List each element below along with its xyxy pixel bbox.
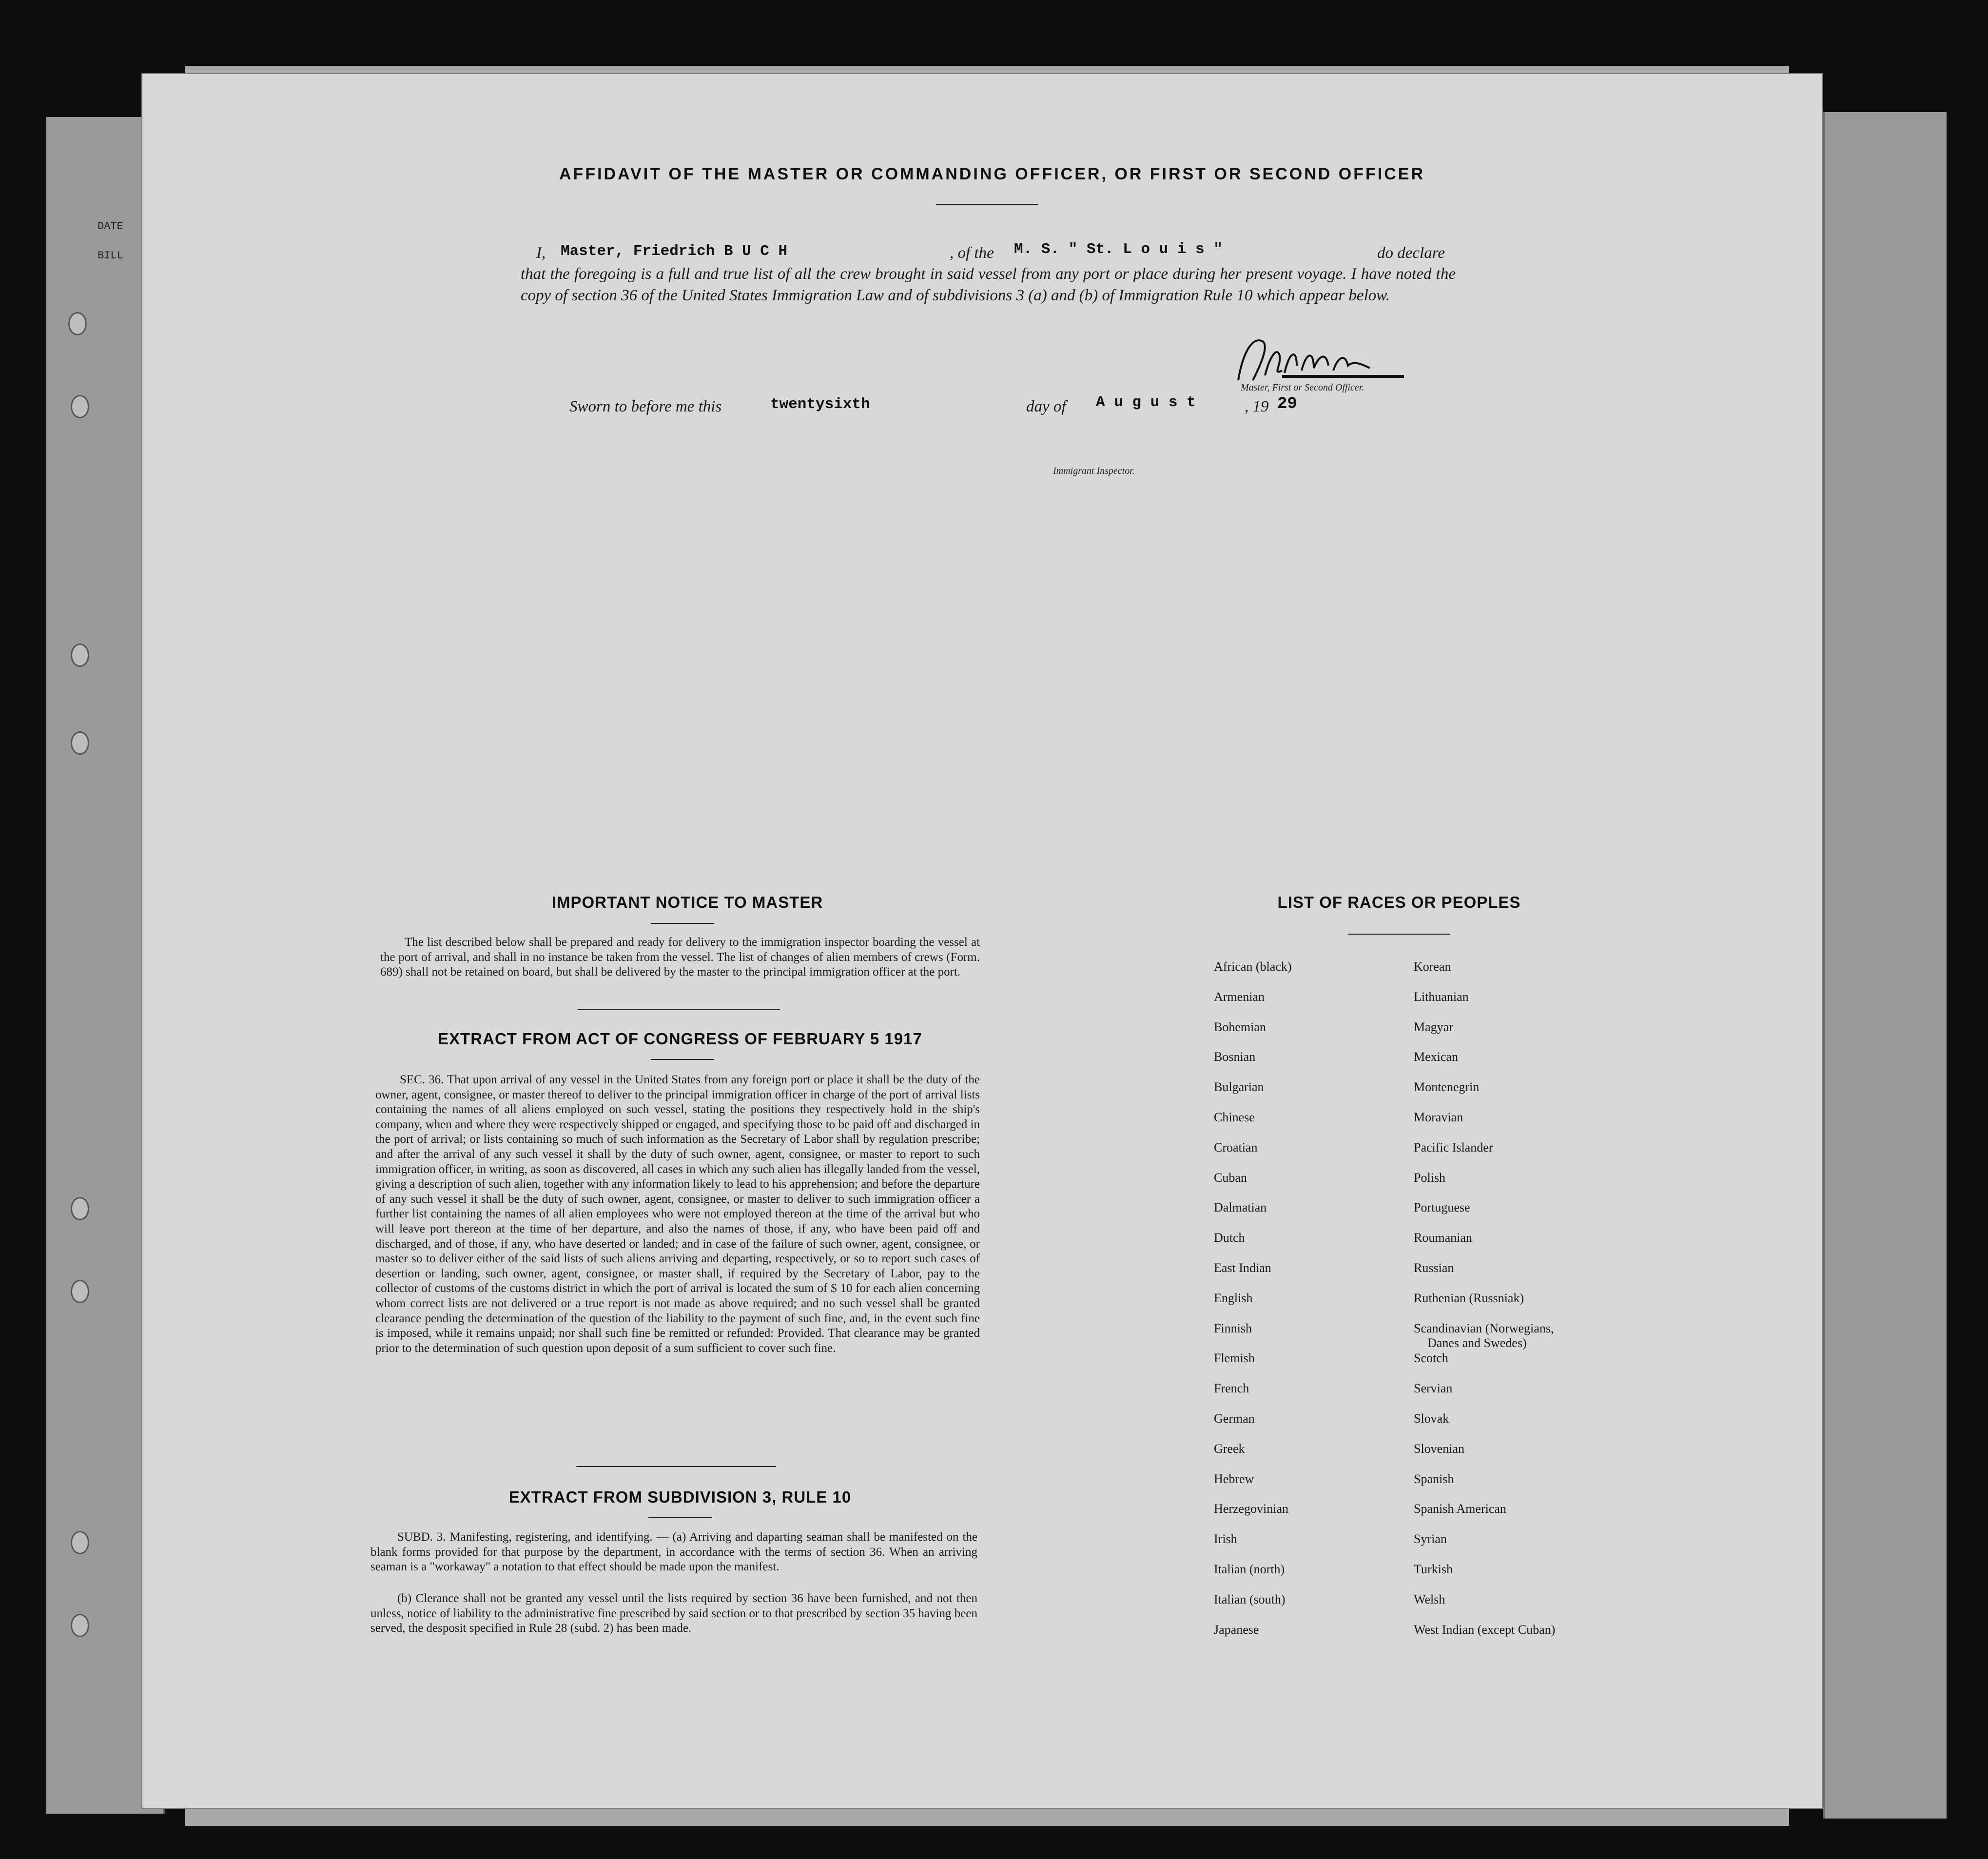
of-the-label: , of the [950,244,994,262]
race-item: Pacific Islander [1414,1140,1493,1155]
race-item: Mexican [1414,1050,1458,1064]
race-item: Italian (south) [1214,1592,1286,1606]
left-header-bill: BILL [97,250,123,262]
race-item: Lithuanian [1414,989,1469,1004]
race-item: Montenegrin [1414,1080,1480,1095]
race-item: Russian [1414,1260,1454,1275]
binding-hole [68,312,87,335]
race-item: French [1214,1381,1249,1396]
binding-hole [71,1197,89,1220]
race-item: Syrian [1414,1532,1447,1546]
race-item: Servian [1414,1381,1453,1396]
race-item: Japanese [1214,1622,1259,1637]
sworn-label: Sworn to before me this [569,398,722,415]
races-title: LIST OF RACES OR PEOPLES [1277,893,1521,911]
race-item: Welsh [1414,1592,1445,1606]
act-divider [576,1466,776,1467]
race-item: Dutch [1214,1231,1245,1245]
race-item: West Indian (except Cuban) [1414,1622,1556,1637]
binding-hole [71,1280,89,1303]
race-item: Scotch [1414,1351,1448,1366]
race-item: Flemish [1214,1351,1255,1366]
race-item: German [1214,1411,1255,1426]
sworn-month: A u g u s t [1096,394,1196,411]
race-item: Korean [1414,959,1451,974]
day-of-label: day of [1026,398,1066,415]
rule-subd-a: SUBD. 3. Manifesting, registering, and identifying. — (a) Arriving and daparting seaman shall be manifested on the blank forms provided for that purpose by the department, in accordance with the terms of section 36. When an arriving seaman is a "workaway" a notation to that effect should be made upon the manifest. [370,1530,977,1574]
rule-underline [648,1517,712,1518]
vessel-name: M. S. " St. L o u i s " [1014,241,1223,258]
master-name: Master, Friedrich B U C H [561,243,788,260]
sworn-day: twentysixth [770,396,870,413]
act-underline [651,1059,714,1060]
affidavit-title: AFFIDAVIT OF THE MASTER OR COMMANDING OFFICER, OR FIRST OR SECOND OFFICER [559,165,1425,183]
race-item: Slovenian [1414,1441,1464,1456]
race-item: African (black) [1214,959,1292,974]
rule-title: EXTRACT FROM SUBDIVISION 3, RULE 10 [508,1488,852,1506]
act-text: SEC. 36. That upon arrival of any vessel in the United States from any foreign port or place it shall be the duty of the owner, agent, consignee, or master thereof to deliver to the principal immigration officer in charge of the port of arrival lists containing the names of all aliens employed on such vessel, stating the positions they respectively hold in the ship's company, when and where they were respectively shipped or engaged, and specifying those to be paid off and discharged in the port of arrival; or lists containing so much of such information as the Secretary of Labor shall by regulation prescribe; and after the arrival of any such vessel it shall by the duty of such owner, agent, consignee, or master to report to such immigration officer, in writing, as soon as discovered, all cases in which any such alien has illegally landed from the vessel, giving a description of such alien, together with any information likely to lead to his apprehension; and before the departure of any such vessel it shall be the duty of such owner, agent, consignee, or master to deliver to such immigration officer a further list containing the names of all alien employees who were not employed thereon at the time of the arrival but who will leave port thereon at the time of her departure, and also the names of those, if any, who have been paid off and discharged, and of those, if any, who have deserted or landed; and in case of the failure of such owner, agent, consignee, or master so to deliver either of the said lists of such aliens arriving and departing, respectively, or so to report such cases of desertion or landing, such owner, agent, consignee, or master shall, if required by the Secretary of Labor, pay to the collector of customs of the customs district in which the port of arrival is located the sum of $ 10 for each alien concerning whom correct lists are not delivered or a true report is not made as above required; and no such vessel shall be granted clearance pending the determination of the question of the liability to the payment of such fine, and, in the event such fine is imposed, while it remains unpaid; nor shall such fine be remitted or refunded: Provided. That clearance may be granted prior to the determination of such question upon deposit of a sum sufficient to cover such fine. [375,1073,980,1355]
race-item: Cuban [1214,1170,1247,1185]
notice-divider [578,1009,780,1010]
race-item: Polish [1414,1170,1446,1185]
race-item: Roumanian [1414,1231,1472,1245]
race-item: Bohemian [1214,1019,1266,1034]
underlying-page-right [1823,112,1947,1819]
race-item: Scandinavian (Norwegians, [1414,1321,1554,1335]
race-item: Italian (north) [1214,1562,1285,1576]
race-item: Finnish [1214,1321,1252,1335]
inspector-label: Immigrant Inspector. [1053,466,1135,476]
year-suffix: 29 [1277,395,1297,413]
race-item: Hebrew [1214,1471,1254,1486]
race-item: English [1214,1291,1253,1305]
race-item: Ruthenian (Russniak) [1414,1291,1524,1305]
race-item: Spanish American [1414,1502,1506,1516]
binding-hole [71,1614,89,1637]
race-item: Dalmatian [1214,1200,1267,1215]
binding-hole [71,731,89,755]
races-column-1 [1214,959,1399,1652]
left-header-date: DATE [97,220,123,233]
race-item: Armenian [1214,989,1265,1004]
race-extra: Danes and Swedes) [1427,1336,1527,1350]
binding-hole [71,644,89,667]
year-prefix: , 19 [1245,398,1269,415]
race-item: Magyar [1414,1019,1453,1034]
master-signature [1224,322,1409,390]
races-column-2 [1414,959,1618,1652]
i-label: I, [536,244,546,262]
rule-subd-b: (b) Clerance shall not be granted any vessel until the lists required by section 36 have been furnished, and not then unless, notice of liability to the administrative fine prescribed by said section or to that prescribed by section 35 having been served, the desposit specified in Rule 28 (subd. 2) has been made. [370,1592,977,1635]
race-item: Spanish [1414,1471,1454,1486]
binding-hole [71,1531,89,1554]
race-item: East Indian [1214,1260,1271,1275]
affidavit-body: that the foregoing is a full and true list of all the crew brought in said vessel from any port or place during her present voyage. I have noted the copy of section 36 of the United States Immigration Law and of subdivisions 3 (a) and (b) of Immigration Rule 10 which appear below. [521,265,1456,304]
race-item: Turkish [1414,1562,1453,1576]
signer-caption: Master, First or Second Officer. [1241,382,1364,393]
notice-title: IMPORTANT NOTICE TO MASTER [551,893,823,911]
act-title: EXTRACT FROM ACT OF CONGRESS OF FEBRUARY 5 1917 [438,1030,922,1048]
race-item: Irish [1214,1532,1237,1546]
title-underline [936,204,1038,205]
race-item: Bosnian [1214,1050,1256,1064]
race-item: Croatian [1214,1140,1258,1155]
do-declare-label: do declare [1377,244,1445,262]
race-item: Chinese [1214,1110,1255,1124]
binding-hole [71,395,89,418]
races-underline [1348,934,1450,935]
race-item: Bulgarian [1214,1080,1264,1095]
race-item: Slovak [1414,1411,1449,1426]
race-item: Greek [1214,1441,1245,1456]
race-item: Moravian [1414,1110,1463,1124]
race-item: Portuguese [1414,1200,1470,1215]
notice-text: The list described below shall be prepared and ready for delivery to the immigration inspector boarding the vessel at the port of arrival, and shall in no instance be taken from the vessel. The list of changes of alien members of crews (Form. 689) shall not be retained on board, but shall be delivered by the master to the principal immigration officer at the port. [380,936,980,979]
race-item: Herzegovinian [1214,1502,1289,1516]
notice-underline [651,923,714,924]
